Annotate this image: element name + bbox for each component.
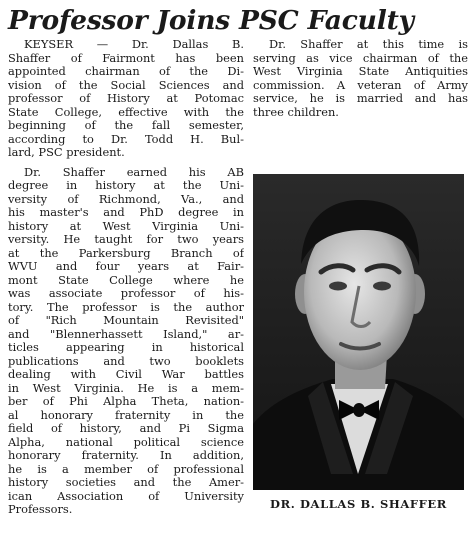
article-line: ticles appearing in historical — [8, 341, 244, 354]
article-line: KEYSER — Dr. Dallas B. — [24, 38, 244, 51]
article-line: he is a member of professional — [8, 462, 244, 476]
article-line: mont State College where he — [8, 273, 244, 287]
headline: Professor Joins PSC Faculty — [8, 5, 414, 36]
article-line: versity. He taught for two years — [8, 233, 244, 246]
article-line: ican Association of University — [8, 489, 244, 503]
article-line: history at West Virginia Uni- — [8, 219, 244, 233]
article-line: serving as vice chairman of the — [253, 51, 468, 65]
paragraph-biography — [8, 166, 244, 517]
article-line: appointed chairman of the Di- — [8, 65, 244, 78]
article-line: versity of Richmond, Va., and — [8, 192, 244, 206]
article-line: Professors. — [8, 503, 73, 516]
article-line: Dr. Shaffer earned his AB — [24, 165, 244, 179]
article-line: ber of Phi Alpha Theta, nation- — [8, 395, 244, 408]
article-line: lard, PSC president. — [8, 146, 125, 159]
article-line: field of history, and Pi Sigma — [8, 422, 244, 435]
article-line: professor of History at Potomac — [8, 92, 244, 105]
article-line: in West Virginia. He is a mem- — [8, 381, 244, 395]
article-line: Dr. Shaffer at this time is — [269, 38, 468, 51]
article-line: State College, effective with the — [8, 105, 244, 119]
portrait-photo — [253, 174, 464, 490]
article-line: and "Blennerhassett Island," ar- — [8, 327, 244, 341]
article-line: three children. — [253, 105, 339, 119]
photo-caption: DR. DALLAS B. SHAFFER — [270, 497, 447, 511]
article-line: dealing with Civil War battles — [8, 368, 244, 381]
article-line: service, he is married and has — [253, 92, 468, 105]
article-line: of "Rich Mountain Revisited" — [8, 314, 244, 327]
paragraph-intro — [8, 38, 244, 160]
article-line: at the Parkersburg Branch of — [8, 246, 244, 260]
article-line: history societies and the Amer- — [8, 476, 244, 489]
paragraph-service — [253, 38, 468, 119]
article-line: al honorary fraternity in the — [8, 408, 244, 422]
article-line: vision of the Social Sciences and — [8, 78, 244, 92]
article-line: beginning of the fall semester, — [8, 119, 244, 132]
article-right-column — [253, 38, 468, 119]
article-line: publications and two booklets — [8, 354, 244, 368]
portrait-illustration — [253, 174, 464, 490]
article-line: West Virginia State Antiquities — [253, 65, 468, 78]
article-line: degree in history at the Uni- — [8, 179, 244, 192]
article-line: Alpha, national political science — [8, 435, 244, 449]
article-line: Shaffer of Fairmont has been — [8, 51, 244, 65]
article-line: commission. A veteran of Army — [253, 78, 468, 92]
article-line: his master's and PhD degree in — [8, 206, 244, 219]
article-line: WVU and four years at Fair- — [8, 260, 244, 273]
article-left-column — [8, 38, 244, 517]
article-line: was associate professor of his- — [8, 287, 244, 300]
article-line: according to Dr. Todd H. Bul- — [8, 132, 244, 146]
article-line: honorary fraternity. In addition, — [8, 449, 244, 462]
article-line: tory. The professor is the author — [8, 300, 244, 314]
